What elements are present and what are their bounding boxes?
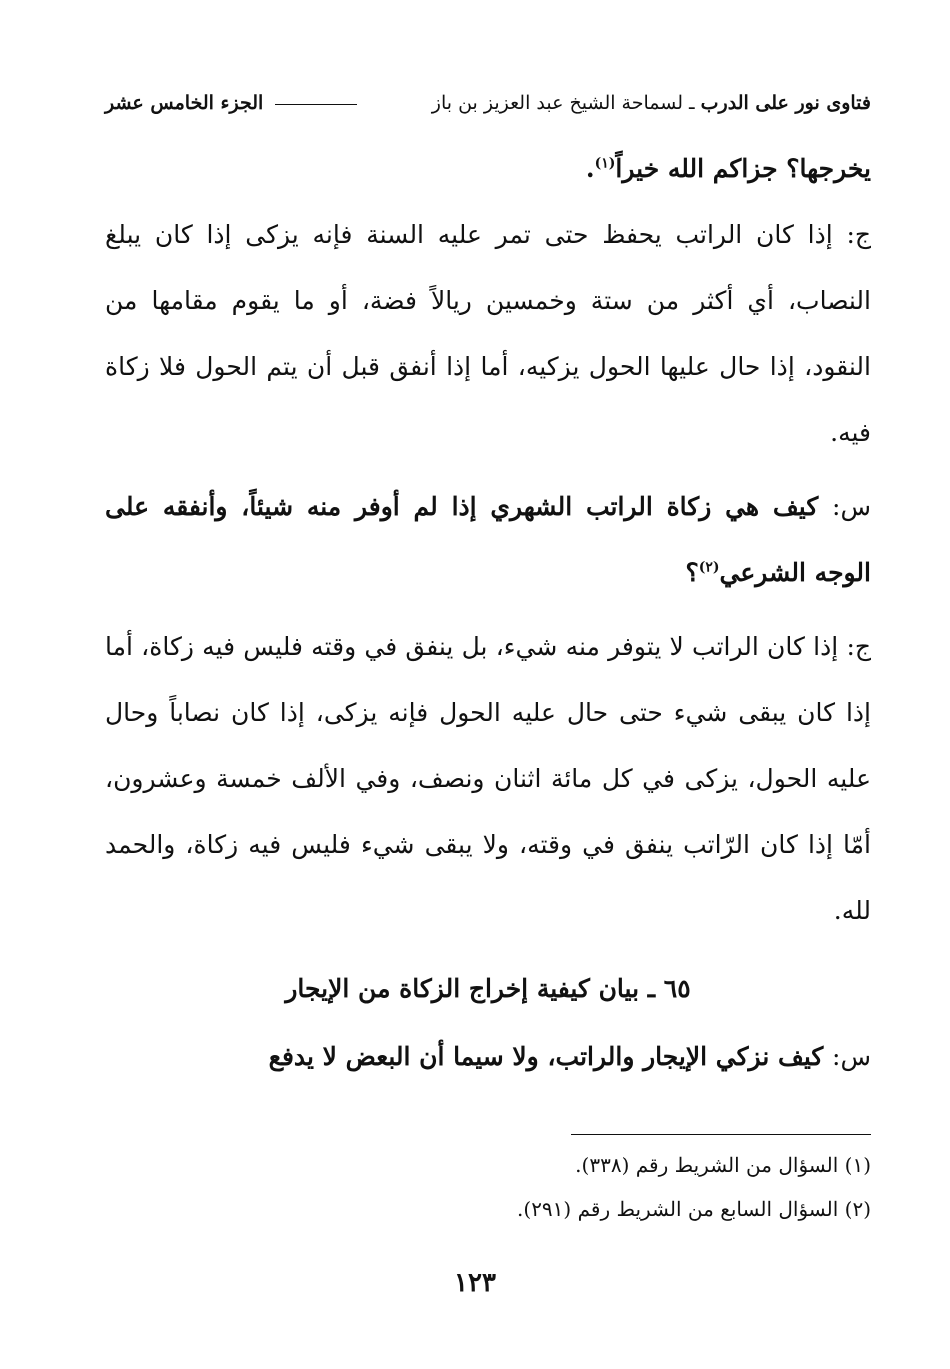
question-2-end: ؟ (685, 558, 699, 587)
footnote-1: (١) السؤال من الشريط رقم (٣٣٨). (575, 1153, 871, 1177)
question-continuation-end: . (585, 154, 595, 183)
footnotes (105, 1143, 871, 1231)
answer-1 (105, 202, 871, 466)
question-2-text: كيف هي زكاة الراتب الشهري إذا لم أوفر منه شيئاً، وأنفقه على الوجه الشرعي (105, 492, 871, 587)
answer-1-text: إذا كان الراتب يحفظ حتى تمر عليه السنة فإنه يزكى إذا كان يبلغ النصاب، أي أكثر من ستة وخمسين ريالاً فضة، أو ما يقوم مقامها من النقود، إذا حال عليها الحول يزكيه، أما إذا أنفق قبل أن يتم الحول فلا زكاة فيه. (105, 220, 871, 447)
header-right (105, 92, 363, 114)
answer-2-lead: ج: (846, 632, 871, 661)
answer-1-lead: ج: (846, 220, 871, 249)
header-left (432, 92, 871, 114)
book-page (105, 92, 871, 1322)
question-2-lead: س: (832, 492, 871, 521)
question-continuation-text: يخرجها؟ جزاكم الله خيراً (615, 154, 871, 183)
question-3 (105, 1024, 871, 1090)
running-header (105, 92, 871, 114)
question-3-lead: س: (832, 1042, 871, 1071)
header-author: ـ لسماحة الشيخ عبد العزيز بن باز (431, 92, 695, 114)
question-2 (105, 474, 871, 606)
footnote-separator (571, 1134, 871, 1135)
header-series: فتاوى نور على الدرب (700, 92, 871, 114)
question-3-text: كيف نزكي الإيجار والراتب، ولا سيما أن البعض لا يدفع (268, 1042, 824, 1071)
question-continuation (105, 136, 871, 202)
footnote-2: (٢) السؤال السابع من الشريط رقم (٢٩١). (517, 1197, 871, 1221)
footnote-marker-2: (٢) (698, 559, 720, 576)
header-rule (275, 104, 357, 105)
header-part: الجزء الخامس عشر (105, 92, 264, 114)
answer-2 (105, 614, 871, 944)
section-heading: ٦٥ ـ بيان كيفية إخراج الزكاة من الإيجار (285, 974, 691, 1003)
page-number: ١٢٣ (454, 1268, 496, 1298)
footnote-marker-1: (١) (594, 155, 616, 172)
answer-2-text: إذا كان الراتب لا يتوفر منه شيء، بل ينفق في وقته فليس فيه زكاة، أما إذا كان يبقى شيء حتى حال عليه الحول فإنه يزكى، إذا كان نصاباً وحال عليه الحول، يزكى في كل مائة اثنان ونصف، وفي الألف خمسة وعشرون، أمّا إذا كان الرّاتب ينفق في وقته، ولا يبقى شيء فليس فيه زكاة، والحمد لله. (105, 632, 871, 925)
